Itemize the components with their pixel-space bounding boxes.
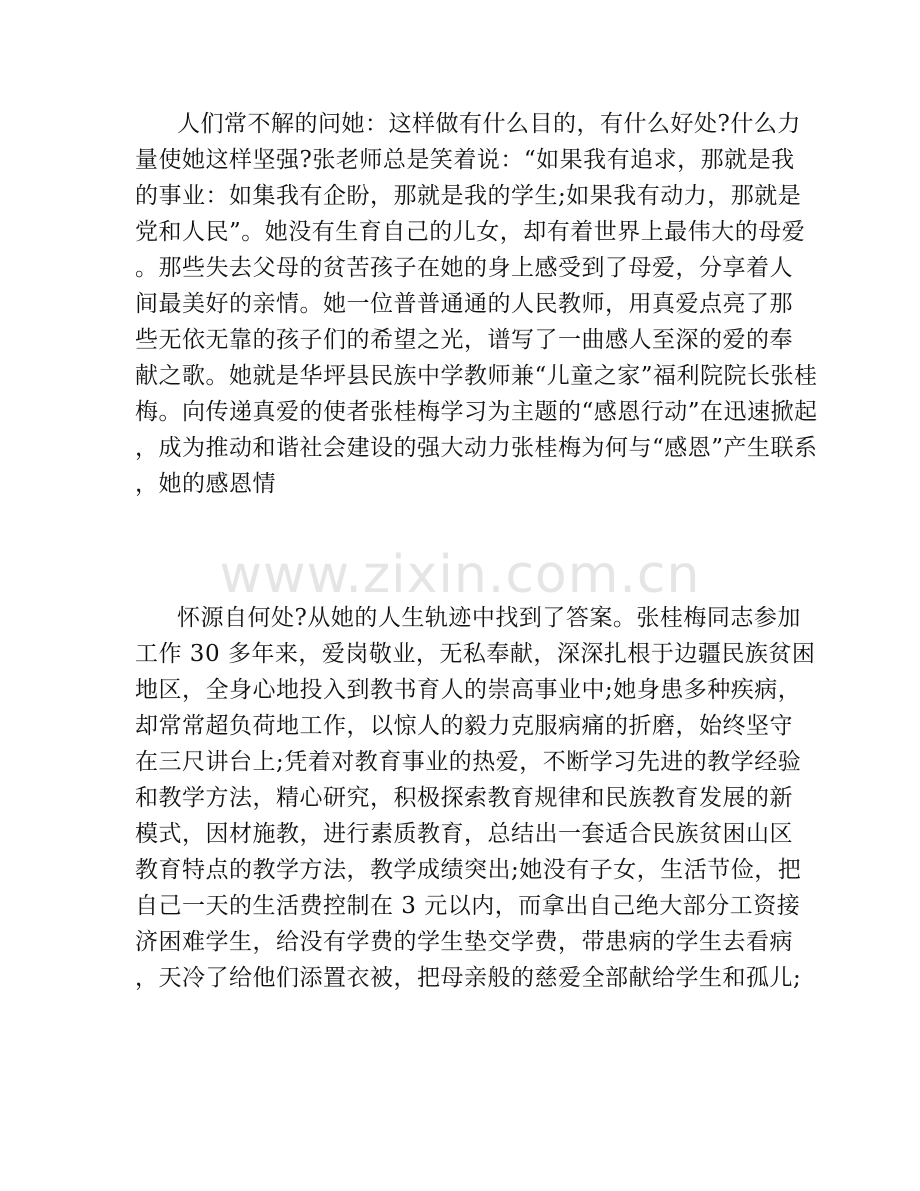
text-line: 在三尺讲台上;凭着对教育事业的热爱，不断学习先进的教学经验 <box>135 749 802 775</box>
text-line: 自己一天的生活费控制在 3 元以内，而拿出自己绝大部分工资接 <box>135 893 801 919</box>
text-line: 和教学方法，精心研究，积极探索教育规律和民族教育发展的新 <box>135 785 793 811</box>
text-line: 些无依无靠的孩子们的希望之光，谱写了一曲感人至深的爱的奉 <box>135 327 793 353</box>
text-line: 的事业：如集我有企盼，那就是我的学生;如果我有动力，那就是 <box>135 183 802 209</box>
text-line: 济困难学生，给没有学费的学生垫交学费，带患病的学生去看病 <box>135 929 793 955</box>
text-line: 梅。向传递真爱的使者张桂梅学习为主题的“感恩行动”在迅速掀起 <box>135 399 818 425</box>
text-line: ，她的感恩情 <box>135 471 276 497</box>
text-line: ，成为推动和谐社会建设的强大动力张桂梅为何与“感恩”产生联系 <box>135 435 818 461</box>
watermark-text: www.zixin.com.cn <box>219 545 701 605</box>
text-line: 教育特点的教学方法，教学成绩突出;她没有子女，生活节俭，把 <box>135 857 802 883</box>
text-line: 献之歌。她就是华坪县民族中学教师兼“儿童之家”福利院院长张桂 <box>135 363 818 389</box>
text-line: 模式，因材施教，进行素质教育，总结出一套适合民族贫困山区 <box>135 821 793 847</box>
text-line: 地区，全身心地投入到教书育人的崇高事业中;她身患多种疾病， <box>135 677 802 703</box>
text-line: 工作 30 多年来，爱岗敬业，无私奉献，深深扎根于边疆民族贫困 <box>135 641 816 667</box>
paragraph-2 <box>135 600 816 996</box>
text-line: 怀源自何处?从她的人生轨迹中找到了答案。张桂梅同志参加 <box>177 605 801 631</box>
text-line: 。那些失去父母的贫苦孩子在她的身上感受到了母爱，分享着人 <box>135 255 793 281</box>
text-line: 人们常不解的问她：这样做有什么目的，有什么好处?什么力 <box>177 111 801 137</box>
paragraph-1 <box>135 106 818 502</box>
text-line: 量使她这样坚强?张老师总是笑着说：“如果我有追求，那就是我 <box>135 147 795 173</box>
text-line: 却常常超负荷地工作，以惊人的毅力克服病痛的折磨，始终坚守 <box>135 713 793 739</box>
text-line: 间最美好的亲情。她一位普普通通的人民教师，用真爱点亮了那 <box>135 291 793 317</box>
text-line: ，天冷了给他们添置衣被，把母亲般的慈爱全部献给学生和孤儿; <box>135 965 802 991</box>
text-line: 党和人民”。她没有生育自己的儿女，却有着世界上最伟大的母爱 <box>135 219 806 245</box>
